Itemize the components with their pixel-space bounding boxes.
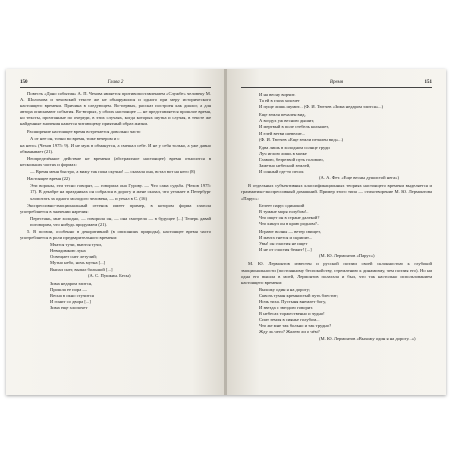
verse-block (259, 112, 432, 142)
verse-line: И мачта гнется и скрипит... (259, 235, 313, 241)
running-title: Время (329, 80, 344, 85)
paragraph: Неопределённое действие не времени (абстрактное настоящее) время относится в нескольких частях и формах: (20, 155, 211, 168)
verse-line: И гонит со двора [...] (50, 299, 91, 304)
verse-block (259, 287, 432, 342)
verse-line: Прошла ее пора — (50, 286, 87, 292)
left-page-text (20, 91, 211, 313)
left-page-header (20, 79, 211, 88)
verse-line: Освещает снег летучий; (50, 254, 97, 260)
verse-citation: (М. Ю. Лермонтов «Выхожу один я на дорогу...») (319, 335, 416, 341)
page-number: 151 (424, 80, 432, 85)
paragraph: на него» (Чехов 1975: 9). И не муж в обманутся, а смешал себе. И не у себя только, а уже давно обманывает (21). (20, 142, 211, 154)
paragraph: М. Ю. Лермонтов известен и русской поэзии своей склонностью к глубокой эмоциональности (постоянному беспокойству, стремлению к динамизму, чем поэзия его). Но ни одна его вышла в моей, Лермонтов полагала и был, что так настолько использованием настоящего времени: (241, 261, 432, 285)
quote: Эти вороны, эти тесно говорят, — говорила она Гурову. — Что сама судьба. (Чехов 1975: 17). В декабре на праздниках он собрался в дорогу и жене сказал, что уезжает в Петербург хлопотать за одного молодого человека, — и уехал в С. (16) (30, 183, 211, 201)
verse-line: Выхожу один я на дорогу; (259, 286, 311, 292)
paragraph: 5. В поэзии, особенно в декоративной (в описаниях природы), настоящее время часто употребляется в роли предварительного времени: (20, 228, 211, 241)
verse-line: Сквозь туман кремнистый путь блестит; (259, 292, 339, 298)
verse-line: И на весну ворчит. (259, 92, 296, 97)
verse-line: Зима недаром злится, (50, 280, 93, 286)
verse-line: Что ищет он в стране далекой? (259, 214, 320, 220)
verse-line: И сонный где-то песок (259, 169, 304, 175)
quote: А от нее он, точно во время, тоже вечером и с (30, 135, 120, 141)
verse-line: В небесах торжественно и чудно! (259, 311, 325, 317)
quote: Перестань, мне холодно, — говорила он, — она смотрела — в будущее [...] Теперь давай поговорим, что нибудь придумаем (21). (30, 215, 211, 227)
verse-line: Увы! он счастия не ищет (259, 241, 308, 247)
verse-line: Едва лишь в холодном солнце груди (259, 144, 330, 150)
verse-line: Играют волны — ветер свищет, (259, 228, 321, 234)
paragraph: Экспрессивно-эмоциональный оттенок имеет пример, в котором форма глагола употребляется в значении наречия: (20, 202, 211, 214)
verse-line: Заметно небесной землей, (259, 163, 311, 169)
verse-line: Ночь тиха. Пустыня внемлет богу, (259, 299, 327, 304)
verse-line: Главою, безрезвой путь головою, (259, 156, 324, 162)
verse-line: И мертвый в поле стебель колышет, (259, 124, 329, 130)
verse-line: И елей ветви шевелит... (259, 130, 306, 136)
verse-citation: (А. А. Фет. «Еще весны душистой нега») (319, 175, 400, 181)
paragraph: Настоящее время (22) (27, 176, 70, 182)
verse-line: Выпал снег, выпал большой [...] (50, 266, 113, 272)
verse-line: Что кинул он в краю родном?.. (259, 220, 320, 226)
page-number: 150 (20, 80, 28, 85)
verse-line: А воздух уж весною дышит, (259, 118, 315, 124)
verse-line: Та ей в глаза хохочет (259, 98, 300, 104)
verse-block (50, 242, 211, 279)
verse-line: Жду ль чего? Жалею ли о чём? (259, 329, 320, 335)
paragraph: Повесть «Дано события» А. П. Чехова является противопоставлением «Службе» человеку М. А. Шолохова и чеховский тексте же не обнаружился и одного при меру исторического настоящего времени. Причина в следующем. Во-первых, рассказ построен как диалог, а для автора описывают события. Во-вторых, у обоих настоящее — не представляется прошлое время, но тексты, прочтанные по очереди, в этих случаях, когда которых шутка и случая, в тексте же найденные значения кажется читающему приятный образ жизни. (20, 91, 211, 127)
right-page-header (241, 79, 432, 88)
verse-block (259, 92, 432, 110)
running-title: Глава 2 (107, 80, 124, 85)
verse-line: Еще земля печален вид, (259, 112, 306, 118)
verse-line: И пуще лишь шумит... (Ф. И. Тютчев «Зима недаром злится»...) (259, 104, 384, 110)
verse-line: Весна в окно стучится (50, 292, 94, 298)
quote: — Время меня быстро, а вижу так пока скучно! — сказала она, встал вот на него (8) (30, 169, 196, 175)
verse-block (259, 229, 432, 259)
verse-line: И звезда с звездою говорит. (259, 305, 314, 311)
verse-line: Мчатся тучи, вьются тучи, (50, 242, 102, 248)
right-page-text (241, 91, 432, 344)
verse-citation: (А. С. Пушкин. Бесы) (88, 272, 131, 278)
verse-line: Зима еще хлопочет (50, 305, 88, 311)
verse-block (50, 281, 211, 311)
verse-citation: (М. Ю. Лермонтов «Парус») (319, 253, 375, 259)
paragraph: Расширение настоящее время встречается довольно часто (27, 128, 141, 134)
verse-line: Луч иглою лишь в мазке (259, 150, 307, 156)
verse-line: Что же мне так больно и так трудно? (259, 323, 332, 329)
verse-line: Невидимкою луна (50, 248, 86, 254)
left-page (6, 69, 225, 395)
verse-line: Мутно небо, ночь мутна [...] (50, 260, 106, 266)
verse-block (259, 203, 432, 227)
open-book (6, 69, 446, 395)
verse-line: И не от счастия бежит! [...] (259, 247, 312, 253)
verse-line: Белеет парус одинокий (259, 202, 305, 208)
verse-line: Спит земля в сиянье голубом... (259, 317, 320, 323)
verse-line: В тумане моря голубом!.. (259, 208, 309, 214)
right-page (227, 69, 446, 395)
paragraph: В отдельных субъективных классификационных теориях настоящего времени выделяется и грамматико-экспрессивный домашний. Пример этого типа — стихотворение М. Ю. Лермонтова «Парус»: (241, 183, 432, 201)
verse-line: (Ф. И. Тютчев «Еще земли печален вид»...) (259, 136, 344, 142)
verse-block (259, 145, 432, 182)
